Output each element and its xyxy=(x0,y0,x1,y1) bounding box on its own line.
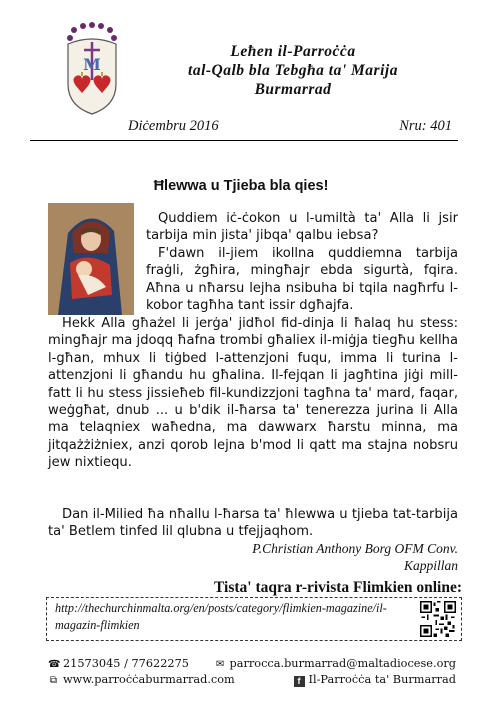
email-link[interactable]: parrocca.burmarrad@maltadiocese.org xyxy=(229,657,456,670)
online-promo xyxy=(46,579,462,639)
signature-name: P.Christian Anthony Borg OFM Conv. xyxy=(252,541,458,556)
promo-link[interactable]: http://thechurchinmalta.org/en/posts/category/flimkien-magazine/il-magazin-flimkien xyxy=(55,601,387,632)
facebook-link[interactable]: Il-Parroċċa ta' Burmarrad xyxy=(308,673,456,686)
phone-number[interactable]: 21573045 / 77622275 xyxy=(63,657,189,670)
svg-text:M: M xyxy=(83,55,101,74)
issue-date: Diċembru 2016 xyxy=(128,118,219,134)
title-line-1: Leħen il-Parroċċa xyxy=(230,43,356,60)
masthead xyxy=(0,0,482,150)
title-line-3: Burmarrad xyxy=(254,81,332,98)
article-paragraph-3: Hekk Alla għażel li jerġa' jidħol fid-dinja li ħalaq hu stess: mingħajr ma jdoqq ħafna trombi għaliex il-miġja tiegħu kellha l-għan, mhux li tiġbed l-attenzjoni fuqu, imma li turina l-attenzjoni li għandu hu għalina. Il-fejqan li jagħtina jiġi mill-fatt li hu stess jissieħeb fil-kundizzjoni tagħna ta' mard, faqar, weġgħat, dnub ... u b'dik il-ħarsa ta' tenerezza jurina li Alla ma telaqniex waħedna, ma dawwarx ħarstu minna, ma jitqażżiżniex, anzi qorob lejna b'mod li qatt ma stajna nobsru jew nixtiequ. xyxy=(48,316,458,471)
qr-code-icon[interactable] xyxy=(420,601,456,637)
issue-number: Nru: 401 xyxy=(399,118,452,134)
website-link[interactable]: www.parroċċaburmarrad.com xyxy=(63,673,235,686)
phone-icon: ☎ xyxy=(48,659,61,670)
article-paragraph-2: F'dawn il-jiem ikollna quddiemna tarbija fraġli, żgħira, mingħajr ebda sigurtà, fqira. Aħna u nħarsu lejha nsibuha bi tqila nagħrfu l-kobor tagħha tant issir dgħajfa. xyxy=(146,246,458,314)
sitemap-icon: ⧉ xyxy=(49,675,58,686)
footer-facebook xyxy=(294,673,456,687)
title-line-2: tal-Qalb bla Tebgħa ta' Marija xyxy=(188,62,398,79)
parish-crest-icon xyxy=(62,20,122,118)
footer-website xyxy=(48,673,235,686)
promo-title: Tista' taqra r-rivista Flimkien online: xyxy=(214,579,462,596)
signature-role: Kappillan xyxy=(403,558,458,573)
magazine-title xyxy=(128,42,458,99)
footer-email xyxy=(215,657,456,670)
article-paragraph-4: Dan il-Milied ħa nħallu l-ħarsa ta' ħlewwa u tjieba tat-tarbija ta' Betlem tinfed lil qlubna u tfejjaqhom. xyxy=(48,507,458,540)
envelope-icon: ✉ xyxy=(215,659,225,670)
article-paragraph-1: Quddiem iċ-ċokon u l-umiltà ta' Alla li jsir tarbija min jista' jibqa' qalbu iebsa? xyxy=(146,211,458,244)
header-divider xyxy=(30,140,458,141)
facebook-icon: f xyxy=(294,676,305,687)
article-heading: Ħlewwa u Tjieba bla qies! xyxy=(153,178,329,194)
footer-phone xyxy=(48,657,189,670)
madonna-and-child-image xyxy=(48,203,134,315)
promo-box xyxy=(46,597,462,641)
